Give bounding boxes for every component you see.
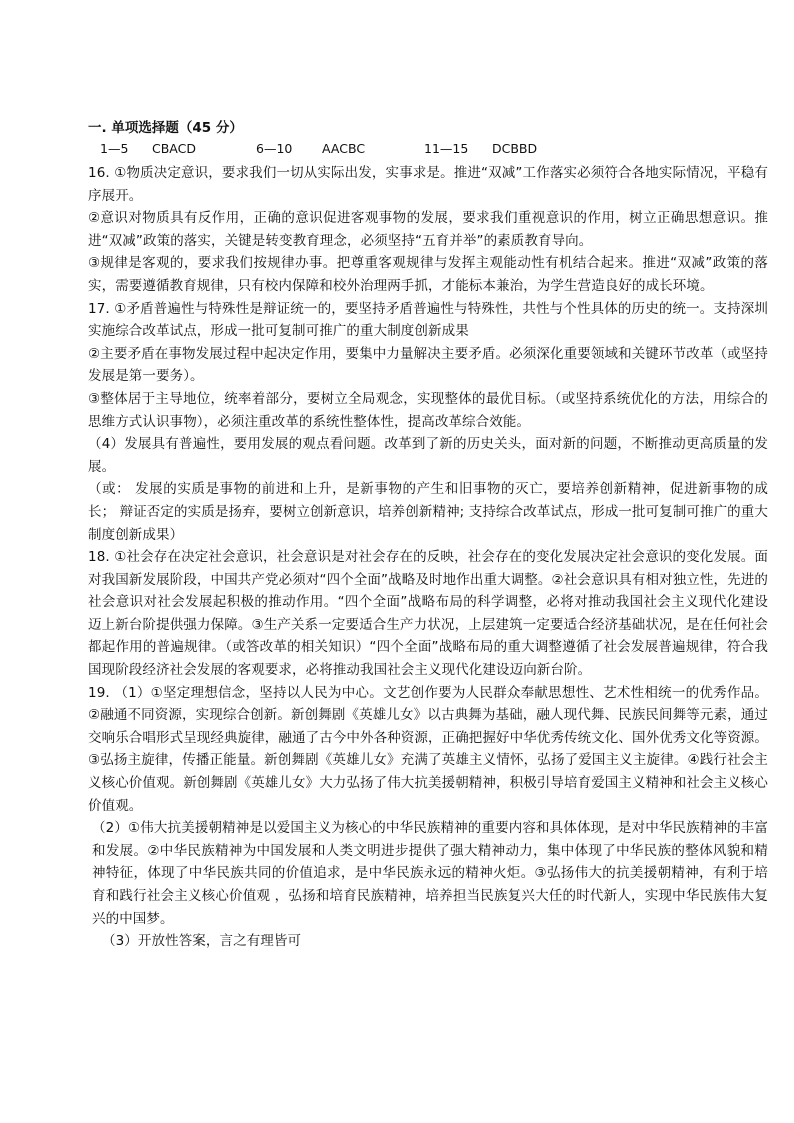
q17-point-2: ②主要矛盾在事物发展过程中起决定作用，要集中力量解决主要矛盾。必须深化重要领域和关键环节改革（或坚持发展是第一要务）。 — [88, 345, 768, 385]
q16-point-1: 16. ①物质决定意识，要求我们一切从实际出发，实事求是。推进“双减”工作落实必须符合各地实际情况，平稳有序展开。 — [88, 165, 768, 204]
q18-answer: 18. ①社会存在决定社会意识，社会意识是对社会存在的反映，社会存在的变化发展决定社会意识的变化发展。面对我国新发展阶段，中国共产党必须对“四个全面”战略及时地作出重大调整。②社会意识具有相对独立性，先进的社会意识对社会发展起积极的推动作用。“四个全面”战略布局的科学调整，必将对推动我国社会主义现代化建设迈上新台阶提供强力保障。③生产关系一定要适合生产力状况，上层建筑一定要适合经济基础状况，是在任何社会都起作用的普遍规律。（或答改革的相关知识）“四个全面”战略布局的重大调整遵循了社会发展普遍规律，符合我国现阶段经济社会发展的客观要求，必将推动我国社会主义现代化建设迈向新台阶。 — [88, 549, 768, 679]
q17-alternative: （或： 发展的实质是事物的前进和上升，是新事物的产生和旧事物的灭亡，要培养创新精神，促进新事物的成长； 辩证否定的实质是扬弃，要树立创新意识，培养创新精神; 支持综合改革试点，形成一批可复制可推广的重大制度创新成果） — [88, 481, 768, 543]
section-title: 一. 单项选择题（45 分） — [88, 120, 243, 136]
q16-point-2: ②意识对物质具有反作用，正确的意识促进客观事物的发展，要求我们重视意识的作用，树立正确思想意识。推进“双减”政策的落实，关键是转变教育理念，必须坚持“五育并举”的素质教育导向。 — [88, 210, 768, 249]
q16-point-3: ③规律是客观的，要求我们按规律办事。把尊重客观规律与发挥主观能动性有机结合起来。推进“双减”政策的落实，需要遵循教育规律，只有校内保障和校外治理两手抓，才能标本兼治，为学生营造良好的成长环境。 — [88, 255, 768, 294]
answer-values-1: CBACD — [152, 141, 196, 156]
answer-range-2: 6—10 — [256, 141, 293, 156]
answer-range-1: 1—5 — [100, 141, 129, 156]
answer-values-3: DCBBD — [492, 141, 538, 156]
answer-range-3: 11—15 — [424, 141, 469, 156]
choice-answers-row — [88, 138, 768, 162]
q19-part-3: （3）开放性答案，言之有理皆可 — [102, 933, 302, 950]
answer-key-page — [88, 118, 768, 953]
q17-point-3: ③整体居于主导地位，统率着部分，要树立全局观念，实现整体的最优目标。（或坚持系统优化的方法，用综合的思维方式认识事物），必须注重改革的系统性整体性，提高改革综合效能。 — [88, 390, 768, 430]
q17-point-1: 17. ①矛盾普遍性与特殊性是辩证统一的，要坚持矛盾普遍性与特殊性，共性与个性具体的历史的统一。支持深圳实施综合改革试点，形成一批可复制可推广的重大制度创新成果 — [88, 300, 768, 340]
q19-part-2: （2）①伟大抗美援朝精神是以爱国主义为核心的中华民族精神的重要内容和具体体现，是对中华民族精神的丰富和发展。②中华民族精神为中国发展和人类文明进步提供了强大精神动力，集中体现了中华民族的整体风貌和精神特征，体现了中华民族共同的价值追求，是中华民族永远的精神火炬。③弘扬伟大的抗美援朝精神，有利于培育和践行社会主义核心价值观 ，弘扬和培育民族精神，培养担当民族复兴大任的时代新人，实现中华民族伟大复兴的中国梦。 — [92, 820, 768, 927]
q17-point-4: （4）发展具有普遍性，要用发展的观点看问题。改革到了新的历史关头，面对新的问题，不断推动更高质量的发展。 — [88, 436, 768, 475]
answer-values-2: AACBC — [322, 141, 366, 156]
q19-part-1: 19. （1）①坚定理想信念，坚持以人民为中心。文艺创作要为人民群众奉献思想性、艺术性相统一的优秀作品。②融通不同资源，实现综合创新。新创舞剧《英雄儿女》以古典舞为基础，融人现代舞、民族民间舞等元素，通过交响乐合唱形式呈现经典旋律，融通了古今中外各种资源，正确把握好中华优秀传统文化、国外优秀文化等资源。③弘扬主旋律，传播正能量。新创舞剧《英雄儿女》充满了英雄主义情怀，弘扬了爱国主义主旋律。④践行社会主义核心价值观。新创舞剧《英雄儿女》大力弘扬了伟大抗美援朝精神，积极引导培育爱国主义精神和社会主义核心价值观。 — [88, 684, 768, 814]
